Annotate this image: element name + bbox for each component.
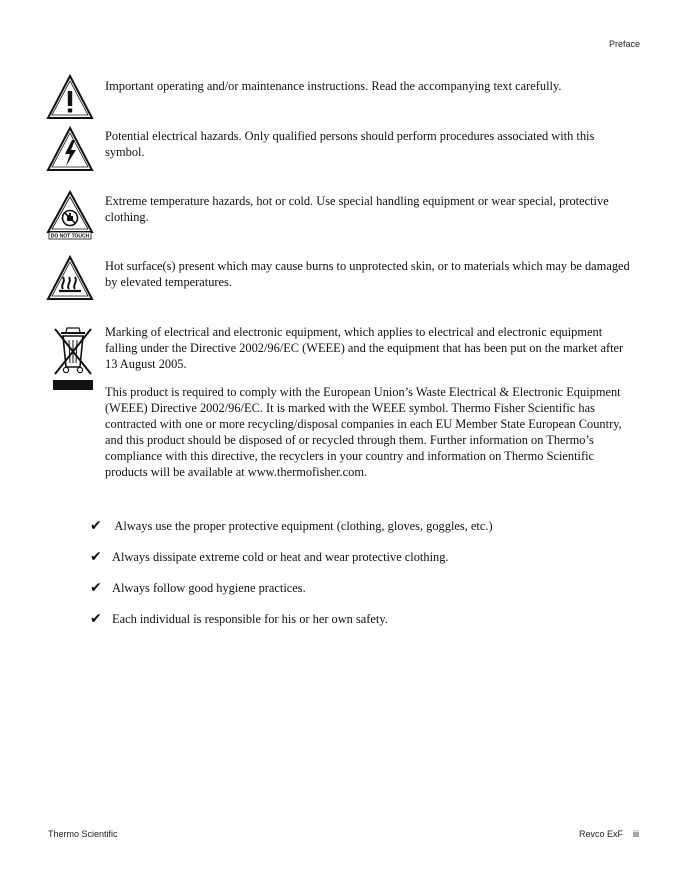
symbol-description: Hot surface(s) present which may cause burns to unprotected skin, or to materials which may be damaged by elevated temperatures. [105,259,630,289]
do-not-touch-icon [46,190,94,240]
checkmark-icon: ✔ [90,580,102,596]
electrical-hazard-icon [46,126,94,172]
weee-icon [52,323,94,391]
list-item-text: Always follow good hygiene practices. [112,581,306,595]
symbol-description: Extreme temperature hazards, hot or cold. Use special handling equipment or wear special, protective clothing. [105,194,609,224]
list-item [90,549,449,565]
list-item [90,611,388,627]
running-header: Preface [608,39,640,49]
caution-icon [46,74,94,120]
list-item-text: Always use the proper protective equipment (clothing, gloves, goggles, etc.) [112,519,493,533]
list-item-text: Each individual is responsible for his or her own safety. [112,612,388,626]
checkmark-icon: ✔ [90,549,102,565]
symbol-description: Important operating and/or maintenance instructions. Read the accompanying text carefully. [105,79,562,93]
do-not-touch-label: DO NOT TOUCH [50,233,90,240]
checkmark-icon: ✔ [90,611,102,627]
weee-compliance-paragraph: This product is required to comply with the European Union’s Waste Electrical & Electronic Equipment (WEEE) Directive 2002/96/EC. It is marked with the WEEE symbol. Thermo Fisher Scientific has contracted with one or more recycling/disposal companies in each EU Member State European Country, and this product should be disposed of or recycled through them. Further information on Thermo’s compliance with this directive, the recyclers in your country and information on Thermo Scientific products will be available at www.thermofisher.com. [105,385,622,479]
list-item-text: Always dissipate extreme cold or heat and wear protective clothing. [112,550,449,564]
footer-page-number: iii [633,829,639,839]
symbol-description: Marking of electrical and electronic equipment, which applies to electrical and electronic equipment falling under the Directive 2002/96/EC (WEEE) and the equipment that has been put on the market after 13 August 2005. [105,325,624,371]
symbol-description: Potential electrical hazards. Only qualified persons should perform procedures associated with this symbol. [105,129,595,159]
footer-product: Revco ExF [579,829,624,839]
hot-surface-icon [46,255,94,301]
list-item [90,580,306,596]
footer-company: Thermo Scientific [48,829,118,839]
checkmark-icon: ✔ [90,518,102,534]
list-item [90,518,493,534]
